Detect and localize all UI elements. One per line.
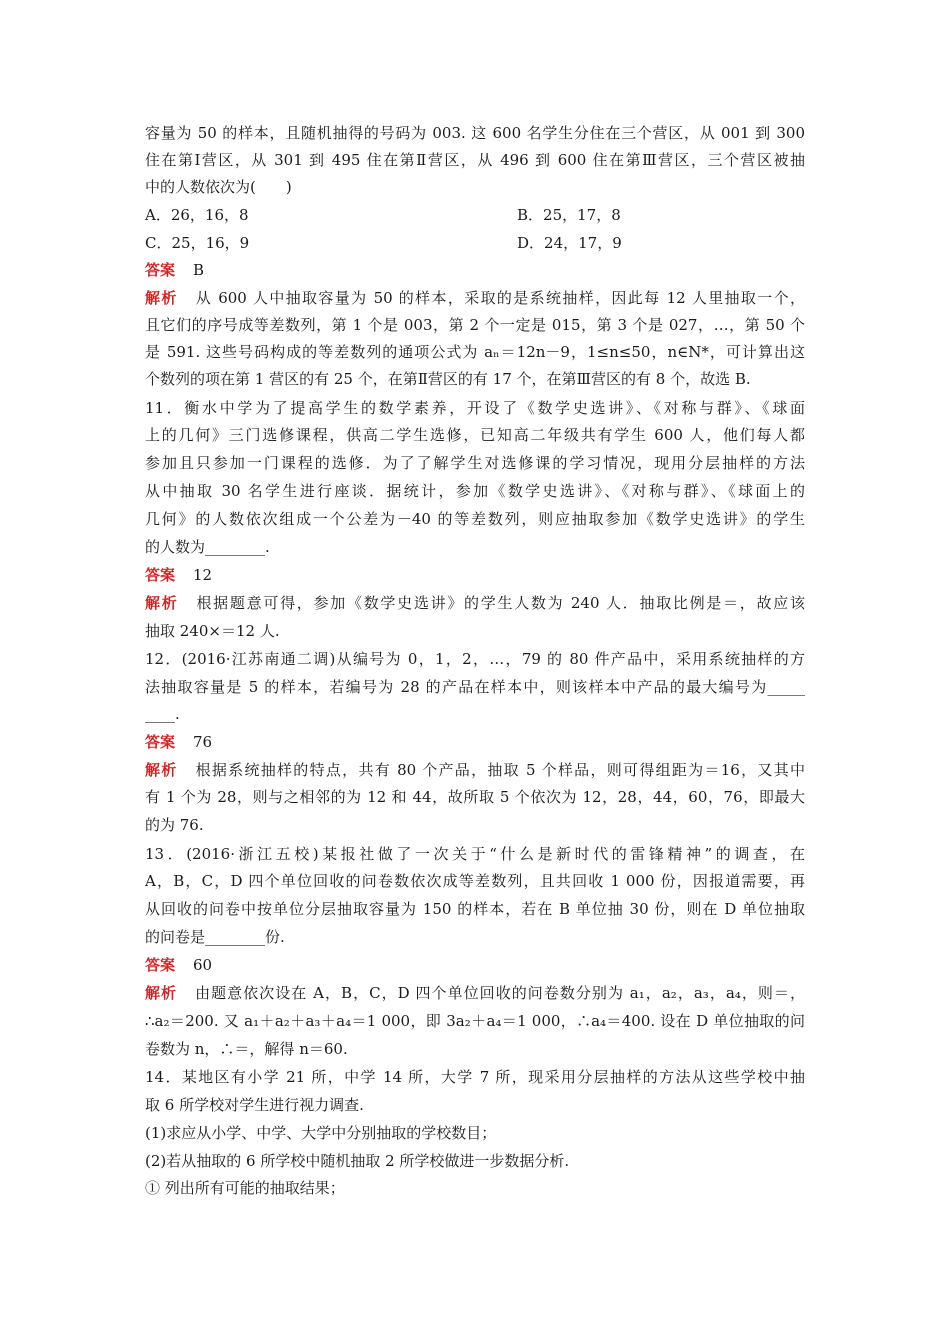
answer-label: 答案 [145,261,176,279]
q11-line-2: 上的几何》三门选修课程，供高二学生选修，已知高二年级共有学生 600 人，他们每人都 [145,426,805,444]
q10-answer [145,259,204,281]
q10-analysis-1: 解析 从 600 人中抽取容量为 50 的样本，采取的是系统抽样，因此每 12 人里抽取一个， [145,289,805,307]
analysis-label: 解析 [145,761,178,779]
answer-value: 12 [193,566,213,584]
analysis-label: 解析 [145,984,178,1002]
answer-label: 答案 [145,566,176,584]
q14-line-4: (2)若从抽取的 6 所学校中随机抽取 2 所学校做进一步数据分析. [145,1152,570,1170]
q10-option-d: D．24，17，9 [517,234,622,252]
q10-line-2: 住在第Ⅰ营区，从 301 到 495 住在第Ⅱ营区，从 496 到 600 住在第Ⅲ营区，三个营区被抽 [145,151,805,169]
analysis-label: 解析 [145,289,178,307]
q11-line-5: 几何》的人数依次组成一个公差为－40 的等差数列，则应抽取参加《数学史选讲》的学生 [145,510,805,528]
q13-answer [145,954,212,976]
answer-value: 76 [193,733,213,751]
q10-line-1: 容量为 50 的样本，且随机抽得的号码为 003. 这 600 名学生分住在三个营区，从 001 到 300 [145,124,805,142]
q13-line-1: 13．(2016·浙江五校)某报社做了一次关于“什么是新时代的雷锋精神”的调查，在 [145,845,805,863]
answer-value: B [193,261,205,279]
q11-line-6: 的人数为________. [145,538,270,556]
q10-option-c: C．25，16，9 [145,234,250,252]
answer-label: 答案 [145,733,176,751]
q10-analysis-3: 是 591. 这些号码构成的等差数列的通项公式为 aₙ＝12n－9，1≤n≤50，n∈N*，可计算出这 [145,343,805,361]
q13-line-3: 从回收的问卷中按单位分层抽取容量为 150 的样本，若在 B 单位抽 30 份，则在 D 单位抽取 [145,900,805,918]
q14-line-3: (1)求应从小学、中学、大学中分别抽取的学校数目； [145,1124,497,1142]
q12-analysis-1: 解析 根据系统抽样的特点，共有 80 个产品，抽取 5 个样品，则可得组距为＝16，又其中 [145,761,805,779]
q10-option-a: A．26，16，8 [145,206,249,224]
q12-answer [145,731,212,753]
q14-line-2: 取 6 所学校对学生进行视力调查. [145,1096,364,1114]
q11-answer [145,564,212,586]
q12-line-1: 12．(2016·江苏南通二调)从编号为 0，1，2，…，79 的 80 件产品中，采用系统抽样的方 [145,650,805,668]
answer-label: 答案 [145,956,176,974]
q10-analysis-4: 个数列的项在第 1 营区的有 25 个，在第Ⅱ营区的有 17 个，在第Ⅲ营区的有 8 个，故选 B. [145,370,751,388]
q12-analysis-3: 的为 76. [145,816,204,834]
q10-analysis-2: 且它们的序号成等差数列，第 1 个是 003，第 2 个一定是 015，第 3 个是 027，…，第 50 个 [145,316,805,334]
q12-line-2: 法抽取容量是 5 的样本，若编号为 28 的产品在样本中，则该样本中产品的最大编号为_____ [145,678,805,696]
q13-line-2: A，B，C，D 四个单位回收的问卷数依次成等差数列，且共回收 1 000 份，因报道需要，再 [145,872,805,890]
q13-analysis-1: 解析 由题意依次设在 A，B，C，D 四个单位回收的问卷数分别为 a₁，a₂，a₃，a₄，则＝， [145,984,805,1002]
q13-analysis-2: ∴a₂＝200. 又 a₁＋a₂＋a₃＋a₄＝1 000，即 3a₂＋a₄＝1 000，∴a₄＝400. 设在 D 单位抽取的问 [145,1012,805,1030]
answer-value: 60 [193,956,213,974]
q13-line-4: 的问卷是________份. [145,928,285,946]
q13-analysis-3: 卷数为 n，∴＝，解得 n＝60. [145,1040,348,1058]
q11-line-3: 参加且只参加一门课程的选修．为了了解学生对选修课的学习情况，现用分层抽样的方法 [145,454,805,472]
q10-line-3: 中的人数依次为( ) [145,178,292,196]
q11-line-4: 从中抽取 30 名学生进行座谈．据统计，参加《数学史选讲》、《对称与群》、《球面上的 [145,482,805,500]
analysis-label: 解析 [145,594,179,612]
q14-line-1: 14．某地区有小学 21 所，中学 14 所，大学 7 所，现采用分层抽样的方法从这些学校中抽 [145,1068,805,1086]
q11-line-1: 11．衡水中学为了提高学生的数学素养，开设了《数学史选讲》、《对称与群》、《球面 [145,399,805,417]
q14-line-5: ① 列出所有可能的抽取结果； [145,1179,345,1197]
q12-line-3: ____. [145,705,180,723]
q12-analysis-2: 有 1 个为 28，则与之相邻的为 12 和 44，故所取 5 个依次为 12，28，44，60，76，即最大 [145,788,805,806]
q11-analysis-1: 解析 根据题意可得，参加《数学史选讲》的学生人数为 240 人．抽取比例是＝，故应该 [145,594,805,612]
q11-analysis-2: 抽取 240×＝12 人. [145,622,280,640]
q10-option-b: B．25，17，8 [517,206,621,224]
